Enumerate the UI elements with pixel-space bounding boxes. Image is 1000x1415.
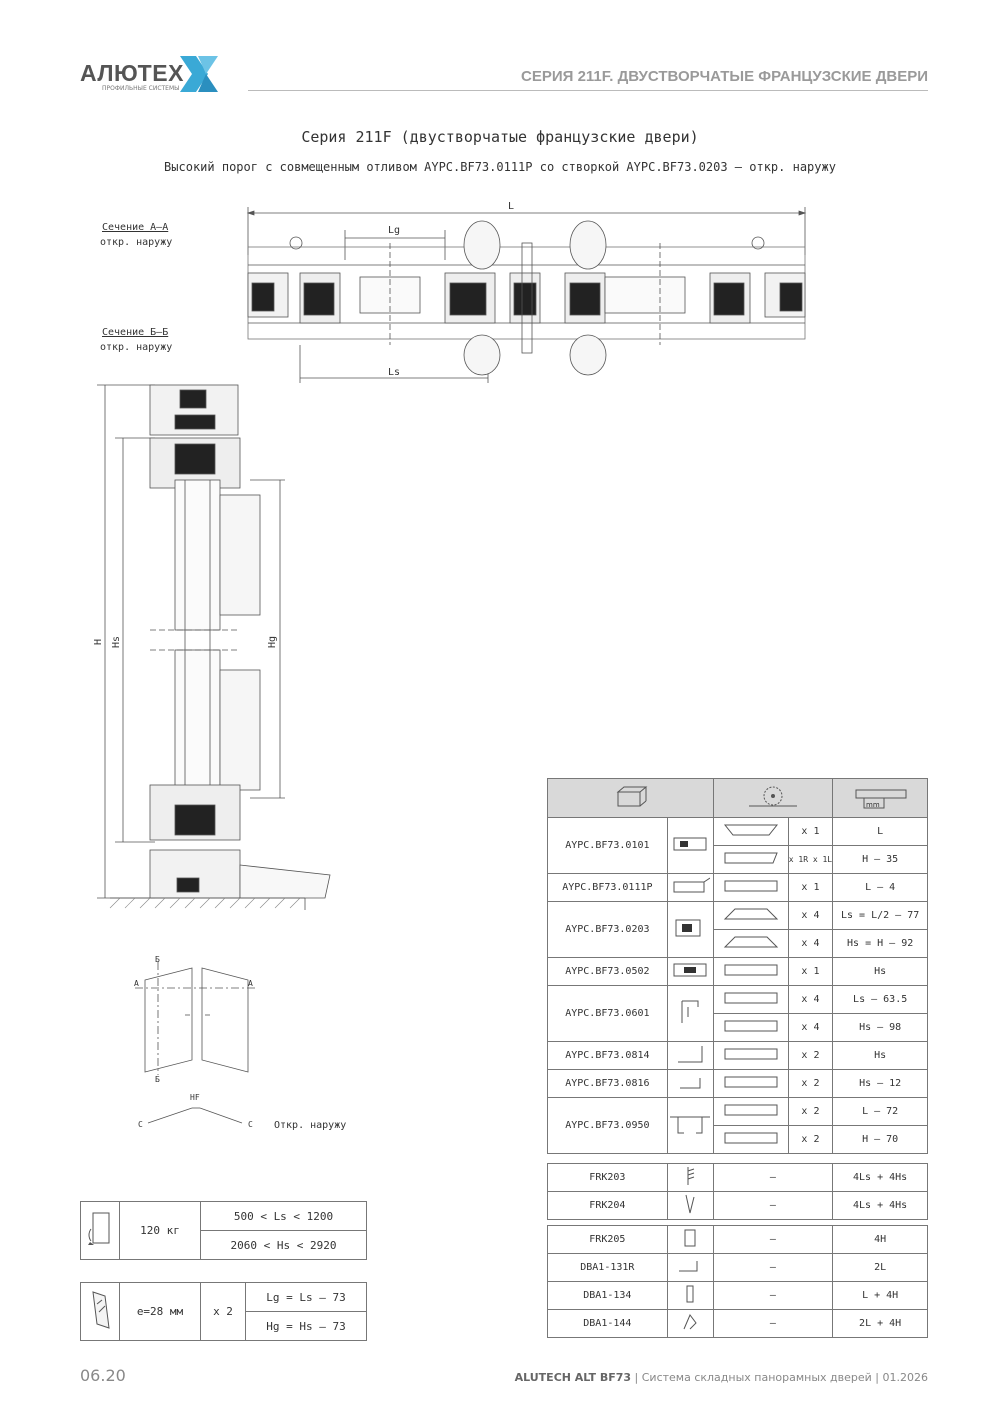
spec-article: AYPC.BF73.0203 <box>548 902 668 958</box>
spec-formula: L – 72 <box>833 1098 928 1126</box>
spec-article: AYPC.BF73.0950 <box>548 1098 668 1154</box>
spec-header-row <box>548 779 928 818</box>
section-bb-sub: откр. наружу <box>100 342 173 353</box>
spec-article: AYPC.BF73.0101 <box>548 818 668 874</box>
cut-shape <box>713 930 788 958</box>
seal-qty: – <box>713 1192 833 1220</box>
spec-article: AYPC.BF73.0601 <box>548 986 668 1042</box>
profile-thumbnail <box>667 986 713 1042</box>
seals-table <box>547 1163 928 1220</box>
vertical-section-drawing <box>85 380 345 915</box>
section-aa-label: Сечение А–А <box>102 222 169 233</box>
acc-qty: – <box>713 1310 833 1338</box>
door-scheme <box>130 950 350 1140</box>
spec-formula: H – 70 <box>833 1126 928 1154</box>
dim-Hg: Hg <box>267 635 278 648</box>
section-bb-label: Сечение Б–Б <box>102 327 169 338</box>
cut-shape <box>713 986 788 1014</box>
cut-shape <box>713 1126 788 1154</box>
spec-qty: x 1R x 1L <box>788 846 833 874</box>
acc-icon <box>667 1254 713 1282</box>
spec-formula: Hs <box>833 1042 928 1070</box>
cut-shape <box>713 1070 788 1098</box>
cut-shape <box>713 846 788 874</box>
accessories-table <box>547 1225 928 1338</box>
spec-formula: L <box>833 818 928 846</box>
spec-formula: Ls – 63.5 <box>833 986 928 1014</box>
seal-article: FRK203 <box>548 1164 668 1192</box>
acc-formula: 2L + 4H <box>833 1310 928 1338</box>
cut-shape <box>713 1042 788 1070</box>
seal-qty: – <box>713 1164 833 1192</box>
spec-qty: x 2 <box>788 1126 833 1154</box>
spec-formula: Hs = H – 92 <box>833 930 928 958</box>
acc-article: DBA1-131R <box>548 1254 668 1282</box>
logo-text: АЛЮТЕХ <box>80 60 184 86</box>
spec-formula: L – 4 <box>833 874 928 902</box>
footer-brand: ALUTECH ALT BF73 <box>514 1371 632 1384</box>
dim-L: L <box>508 201 515 212</box>
acc-qty: – <box>713 1226 833 1254</box>
profile-icon <box>548 779 714 818</box>
scheme-c-right: С <box>248 1120 253 1129</box>
spec-qty: x 1 <box>788 818 833 846</box>
spec-qty: x 2 <box>788 1070 833 1098</box>
page-title: Серия 211F (двустворчатые французские двери) <box>301 128 699 146</box>
dim-Ls: Ls <box>388 367 401 378</box>
logo-subtitle: ПРОФИЛЬНЫЕ СИСТЕМЫ <box>102 85 180 92</box>
seal-formula: 4Ls + 4Hs <box>833 1192 928 1220</box>
spec-qty: x 2 <box>788 1098 833 1126</box>
spec-qty: x 4 <box>788 930 833 958</box>
hs-range: 2060 < Hs < 2920 <box>201 1231 367 1260</box>
spec-formula: Hs – 12 <box>833 1070 928 1098</box>
horizontal-section-drawing <box>240 195 815 390</box>
scheme-a-right: А <box>248 979 253 988</box>
glass-hg: Hg = Hs – 73 <box>246 1312 367 1341</box>
weight-value: 120 кг <box>120 1202 201 1260</box>
spec-qty: x 4 <box>788 902 833 930</box>
glass-thickness: e=28 мм <box>120 1283 201 1341</box>
saw-icon <box>713 779 833 818</box>
cut-shape <box>713 818 788 846</box>
spec-formula: Hs – 98 <box>833 1014 928 1042</box>
acc-qty: – <box>713 1282 833 1310</box>
cut-shape <box>713 1014 788 1042</box>
spec-qty: x 1 <box>788 874 833 902</box>
dim-Lg: Lg <box>388 225 401 236</box>
spec-qty: x 1 <box>788 958 833 986</box>
page-number: 06.20 <box>80 1366 126 1385</box>
profile-thumbnail <box>667 902 713 958</box>
acc-icon <box>667 1282 713 1310</box>
cut-shape <box>713 902 788 930</box>
footer-text <box>515 1371 928 1384</box>
spec-formula: Hs <box>833 958 928 986</box>
acc-formula: 4H <box>833 1226 928 1254</box>
section-aa-sub: откр. наружу <box>100 237 173 248</box>
spec-qty: x 4 <box>788 986 833 1014</box>
scheme-hf: HF <box>190 1093 200 1102</box>
header-divider <box>248 90 928 91</box>
acc-article: DBA1-134 <box>548 1282 668 1310</box>
seal-article: FRK204 <box>548 1192 668 1220</box>
ls-range: 500 < Ls < 1200 <box>201 1202 367 1231</box>
dim-H: H <box>93 638 104 645</box>
spec-qty: x 2 <box>788 1042 833 1070</box>
dim-Hs: Hs <box>111 635 122 648</box>
acc-formula: 2L <box>833 1254 928 1282</box>
acc-formula: L + 4H <box>833 1282 928 1310</box>
svg-text:mm: mm <box>866 800 880 809</box>
profile-thumbnail <box>667 1070 713 1098</box>
footer-caption: | Система складных панорамных дверей | 01.2026 <box>631 1371 928 1384</box>
acc-icon <box>667 1226 713 1254</box>
spec-table <box>547 778 928 1154</box>
open-out-label: Откр. наружу <box>274 1120 347 1131</box>
profile-thumbnail <box>667 1042 713 1070</box>
profile-thumbnail <box>667 958 713 986</box>
spec-formula: Ls = L/2 – 77 <box>833 902 928 930</box>
glass-icon <box>81 1283 120 1341</box>
seal-icon <box>667 1192 713 1220</box>
acc-qty: – <box>713 1254 833 1282</box>
scheme-b-bottom: Б <box>155 1075 160 1084</box>
scheme-b-top: Б <box>155 955 160 964</box>
acc-article: FRK205 <box>548 1226 668 1254</box>
seal-formula: 4Ls + 4Hs <box>833 1164 928 1192</box>
cut-shape <box>713 958 788 986</box>
page-subtitle: Высокий порог с совмещенным отливом AYPC.BF73.0111P со створкой AYPC.BF73.0203 — откр. наружу <box>164 160 836 174</box>
cut-shape <box>713 874 788 902</box>
profile-thumbnail <box>667 874 713 902</box>
cut-shape <box>713 1098 788 1126</box>
glass-qty: x 2 <box>201 1283 246 1341</box>
glass-table <box>80 1282 367 1341</box>
profile-thumbnail <box>667 1098 713 1154</box>
glass-lg: Lg = Ls – 73 <box>246 1283 367 1312</box>
profile-thumbnail <box>667 818 713 874</box>
acc-article: DBA1-144 <box>548 1310 668 1338</box>
spec-qty: x 4 <box>788 1014 833 1042</box>
scheme-c-left: С <box>138 1120 143 1129</box>
weight-table <box>80 1201 367 1260</box>
spec-article: AYPC.BF73.0814 <box>548 1042 668 1070</box>
spec-formula: H – 35 <box>833 846 928 874</box>
acc-icon <box>667 1310 713 1338</box>
spec-article: AYPC.BF73.0502 <box>548 958 668 986</box>
seal-icon <box>667 1164 713 1192</box>
spec-article: AYPC.BF73.0111P <box>548 874 668 902</box>
header-title: СЕРИЯ 211F. ДВУСТВОРЧАТЫЕ ФРАНЦУЗСКИЕ ДВЕРИ <box>521 68 928 85</box>
scheme-a-left: А <box>134 979 139 988</box>
spec-article: AYPC.BF73.0816 <box>548 1070 668 1098</box>
caliper-icon <box>833 779 928 818</box>
logo-icon <box>178 54 220 94</box>
door-icon <box>81 1202 120 1260</box>
